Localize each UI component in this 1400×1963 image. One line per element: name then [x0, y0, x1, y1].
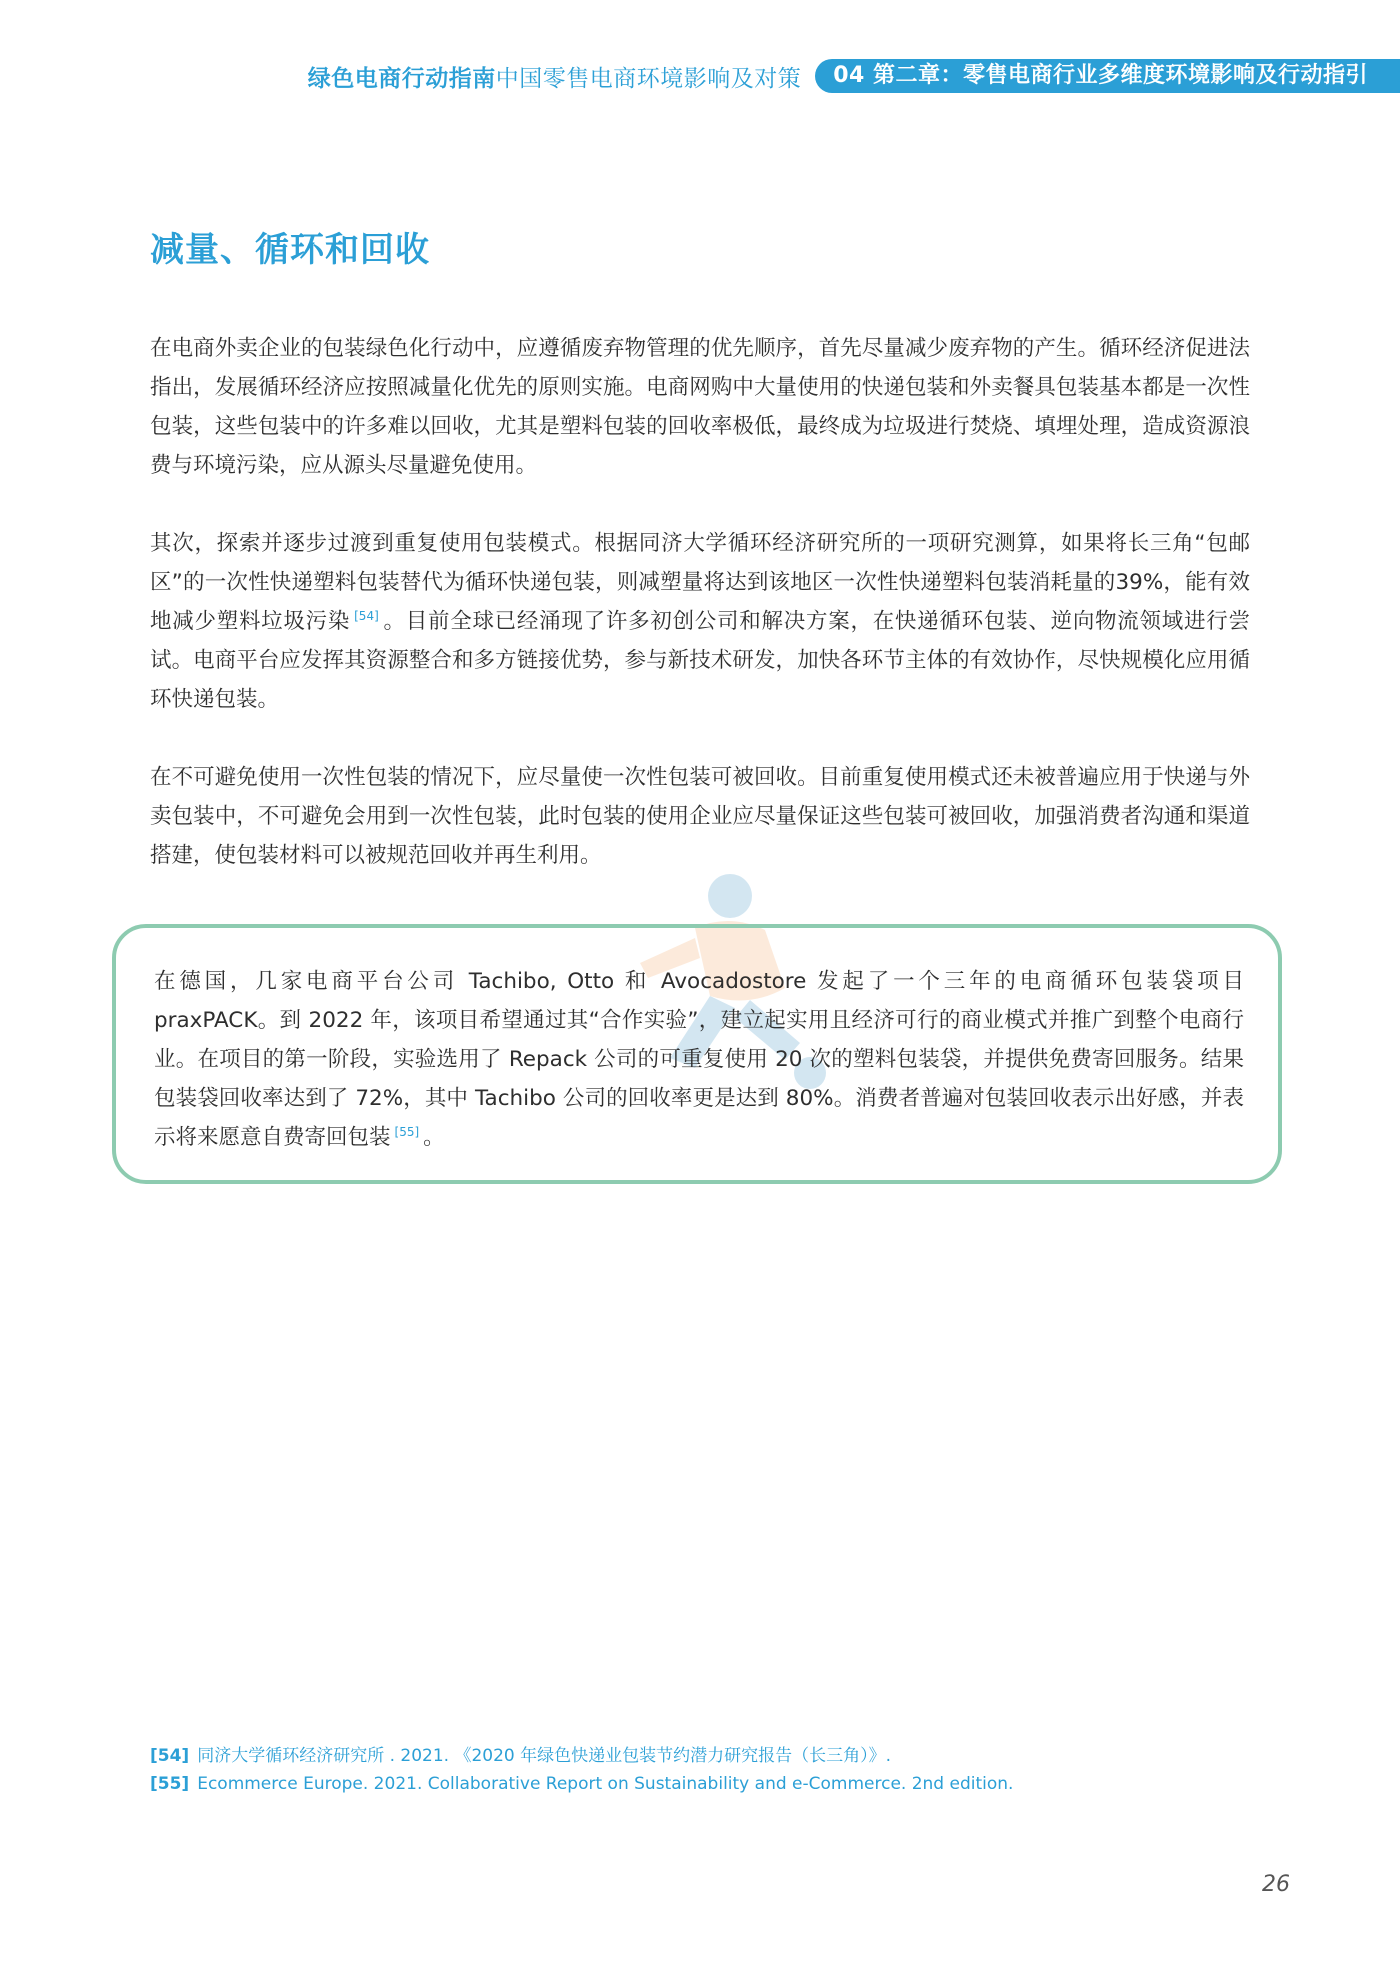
case-study-text-main: 在德国，几家电商平台公司 Tachibo, Otto 和 Avocadostore 发起了一个三年的电商循环包装袋项目 praxPACK。到 2022 年，该项目希望通过其“合作实验”，建立起实用且经济可行的商业模式并推广到整个电商行业。在项目的第一阶段，实验选用了 Repack 公司的可重复使用 20 次的塑料包装袋，并提供免费寄回服务。结果包装袋回收率达到了 72%，其中 Tachibo 公司的回收率更是达到 80%。消费者普遍对包装回收表示出好感，并表示将来愿意自费寄回包装 — [154, 969, 1244, 1150]
footnote-55 — [150, 1770, 1300, 1798]
case-study-text — [154, 962, 1244, 1157]
section-title: 减量、循环和回收 — [150, 230, 430, 270]
paragraph-reuse-text-after: 。目前全球已经涌现了许多初创公司和解决方案，在快递循环包装、逆向物流领域进行尝试。电商平台应发挥其资源整合和多方链接优势，参与新技术研发，加快各环节主体的有效协作，尽快规模化应用循环快递包装。 — [150, 609, 1250, 712]
paragraph-reduction: 在电商外卖企业的包装绿色化行动中，应遵循废弃物管理的优先顺序，首先尽量减少废弃物的产生。循环经济促进法指出，发展循环经济应按照减量化优先的原则实施。电商网购中大量使用的快递包装和外卖餐具包装基本都是一次性包装，这些包装中的许多难以回收，尤其是塑料包装的回收率极低，最终成为垃圾进行焚烧、填埋处理，造成资源浪费与环境污染，应从源头尽量避免使用。 — [150, 336, 1250, 478]
paragraph-reuse — [150, 524, 1250, 719]
citation-54[interactable]: [54] — [354, 608, 379, 623]
footnote-ref: [54] — [150, 1746, 190, 1766]
header-title-bold: 绿色电商行动指南 — [307, 65, 496, 92]
chapter-label: 04 第二章：零售电商行业多维度环境影响及行动指引 — [815, 59, 1400, 93]
citation-55[interactable]: [55] — [394, 1124, 420, 1139]
running-header — [308, 58, 1400, 94]
footnote-ref: [55] — [150, 1774, 190, 1794]
header-title-light: 中国零售电商环境影响及对策 — [495, 65, 802, 92]
case-study-text-end: 。 — [423, 1125, 445, 1150]
paragraph-reuse-text-before: 其次，探索并逐步过渡到重复使用包装模式。根据同济大学循环经济研究所的一项研究测算，如果将长三角“包邮区”的一次性快递塑料包装替代为循环快递包装，则减塑量将达到该地区一次性快递塑料包装消耗量的39%，能有效地减少塑料垃圾污染 — [150, 531, 1250, 634]
case-study-box — [112, 924, 1282, 1184]
footnotes — [150, 1742, 1300, 1798]
footnote-text: Ecommerce Europe. 2021. Collaborative Report on Sustainability and e-Commerce. 2nd edition. — [197, 1774, 1014, 1794]
page-number: 26 — [1262, 1872, 1290, 1897]
footnote-text: 同济大学循环经济研究所 . 2021. 《2020 年绿色快递业包装节约潜力研究报告（长三角）》. — [197, 1746, 892, 1766]
paragraph-recycling: 在不可避免使用一次性包装的情况下，应尽量使一次性包装可被回收。目前重复使用模式还未被普遍应用于快递与外卖包装中，不可避免会用到一次性包装，此时包装的使用企业应尽量保证这些包装可被回收，加强消费者沟通和渠道搭建，使包装材料可以被规范回收并再生利用。 — [150, 765, 1250, 868]
footnote-54 — [150, 1742, 1300, 1770]
